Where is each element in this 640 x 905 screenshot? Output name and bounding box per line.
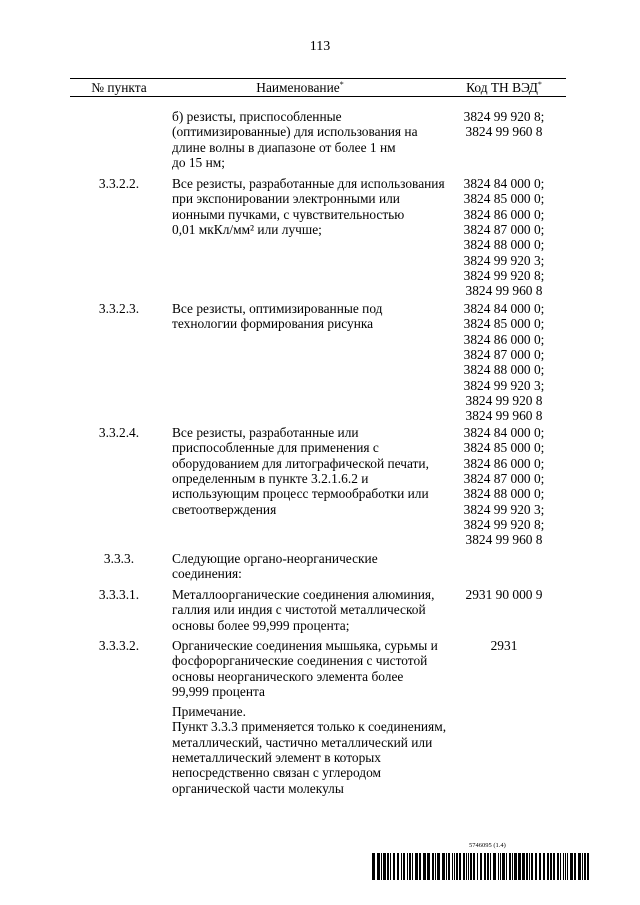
item-name-line: оборудованием для литографической печати,: [172, 455, 429, 471]
barcode-bar: [381, 853, 382, 880]
barcode-bar: [582, 853, 583, 880]
item-number: 3.3.2.2.: [98, 176, 140, 191]
header-number-column: [70, 80, 168, 95]
barcode-bar: [435, 853, 436, 880]
table-row: [70, 551, 566, 582]
item-code: 3824 99 960 8: [465, 408, 543, 424]
item-name-line: светоотверждения: [172, 501, 277, 517]
barcode-bar: [401, 853, 402, 880]
item-name-line: основы неорганического элемента более: [172, 668, 404, 684]
barcode-bar: [477, 853, 478, 880]
note-line: металлический, частично металлический или: [172, 734, 433, 750]
item-name-line: Металлоорганические соединения алюминия,: [172, 587, 435, 602]
barcode-bar: [563, 853, 564, 880]
item-name-line: технологии формирования рисунка: [172, 316, 374, 332]
item-name-line: Все резисты, оптимизированные под: [172, 301, 383, 316]
barcode-bar: [403, 853, 405, 880]
item-code: 3824 99 920 8: [465, 393, 543, 409]
barcode-bar: [487, 853, 489, 880]
barcode-bar: [407, 853, 408, 880]
barcode-bar: [484, 853, 486, 880]
item-name-line: приспособленные для применения с: [172, 440, 379, 456]
item-codes: [442, 587, 566, 633]
item-code: 3824 99 960 8: [465, 124, 543, 140]
barcode-bar: [543, 853, 545, 880]
item-name-line: Органические соединения мышьяка, сурьмы и: [172, 638, 438, 653]
item-number: 3.3.2.4.: [98, 425, 140, 440]
note-line: непосредственно связан с углеродом: [172, 765, 382, 781]
table-row: [70, 109, 566, 170]
item-codes: [442, 551, 566, 582]
item-name-line: ионными пучками, с чувствительностью: [172, 206, 405, 222]
item-codes: [442, 109, 566, 170]
barcode-bar: [584, 853, 586, 880]
header-name-footnote-mark: *: [339, 80, 344, 89]
barcode-bar: [557, 853, 559, 880]
item-codes: [442, 301, 566, 424]
note-title: Примечание.: [172, 704, 246, 719]
barcode-bar: [387, 853, 389, 880]
barcode-bar: [570, 853, 573, 880]
item-code: 3824 87 000 0;: [463, 222, 545, 238]
item-number: 3.3.3.2.: [98, 638, 140, 653]
item-code: 3824 99 960 8: [465, 532, 543, 548]
table-row: [70, 587, 566, 633]
barcode-bar: [468, 853, 469, 880]
barcode-bar: [470, 853, 472, 880]
item-codes: [442, 638, 566, 699]
item-name-line: определенным в пункте 3.2.1.6.2 и: [172, 471, 369, 487]
barcode-bar: [442, 853, 445, 880]
table-row: [70, 638, 566, 699]
item-code: 3824 85 000 0;: [463, 191, 545, 207]
barcode-bar: [397, 853, 399, 880]
barcode-bar: [514, 853, 517, 880]
item-code: 3824 88 000 0;: [463, 362, 545, 378]
barcode-bar: [372, 853, 375, 880]
header-top-rule: [70, 78, 566, 79]
item-code: 3824 99 920 3;: [463, 377, 545, 393]
item-code: 3824 99 920 3;: [463, 252, 545, 268]
barcode-bar: [500, 853, 501, 880]
barcode-bar: [454, 853, 455, 880]
item-name-line: до 15 нм;: [172, 155, 225, 171]
barcode-bar: [412, 853, 413, 880]
table-row: [70, 425, 566, 548]
page-number: 113: [309, 39, 331, 54]
item-name-line: фосфорорганические соединения с чистотой: [172, 653, 428, 669]
item-name-line: соединения:: [172, 566, 242, 582]
barcode-bar: [578, 853, 581, 880]
header-number-label: № пункта: [91, 80, 147, 95]
barcode-bar: [473, 853, 475, 880]
barcode-bar: [565, 853, 566, 880]
item-name: [172, 176, 445, 299]
barcode-bar: [567, 853, 568, 880]
barcode-bar: [452, 853, 453, 880]
item-name: [172, 638, 442, 699]
item-name: [172, 109, 442, 170]
barcode-bar: [446, 853, 447, 880]
barcode-bar: [506, 853, 507, 880]
barcode-bar: [502, 853, 505, 880]
barcode: [372, 853, 591, 880]
item-code: 3824 88 000 0;: [463, 486, 545, 502]
barcode-bar: [535, 853, 537, 880]
barcode-bar: [587, 853, 589, 880]
item-code: 3824 86 000 0;: [463, 331, 545, 347]
barcode-bar: [553, 853, 555, 880]
barcode-bar: [456, 853, 458, 880]
item-name: [172, 551, 442, 582]
barcode-bar: [432, 853, 434, 880]
item-number: 3.3.2.3.: [98, 301, 140, 316]
header-code-label: Код ТН ВЭД: [466, 80, 538, 95]
barcode-bar: [466, 853, 467, 880]
note-block: [172, 704, 472, 796]
header-name-column: [168, 80, 432, 95]
item-code: 2931 90 000 9: [465, 587, 543, 602]
barcode-bar: [522, 853, 525, 880]
note-line: Пункт 3.3.3 применяется только к соединениям,: [172, 719, 447, 735]
item-code: 2931: [490, 638, 518, 653]
barcode-bar: [409, 853, 411, 880]
barcode-bar: [423, 853, 426, 880]
item-name-line: при экспонировании электронными или: [172, 191, 400, 207]
item-codes: [442, 425, 566, 548]
item-number: 3.3.3.: [103, 551, 135, 566]
item-code: 3824 84 000 0;: [463, 301, 545, 316]
header-bottom-rule: [70, 96, 566, 97]
table-row: [70, 301, 566, 424]
barcode-bar: [529, 853, 530, 880]
barcode-bar: [539, 853, 541, 880]
barcode-bar: [512, 853, 513, 880]
item-name-line: Все резисты, разработанные или: [172, 425, 359, 440]
item-code: 3824 88 000 0;: [463, 237, 545, 253]
item-name-line: Все резисты, разработанные для использования: [172, 176, 445, 191]
item-code: 3824 99 920 3;: [463, 501, 545, 517]
barcode-bar: [463, 853, 465, 880]
item-name: [172, 425, 442, 548]
header-code-column: [442, 80, 566, 95]
item-code: 3824 87 000 0;: [463, 347, 545, 363]
item-code: 3824 85 000 0;: [463, 316, 545, 332]
barcode-bar: [560, 853, 561, 880]
item-code: 3824 84 000 0;: [463, 176, 545, 191]
barcode-caption: 5746095 (1.4): [469, 842, 506, 849]
barcode-bar: [509, 853, 511, 880]
barcode-bar: [574, 853, 576, 880]
item-name-line: основы более 99,999 процента;: [172, 617, 350, 633]
barcode-bar: [459, 853, 461, 880]
item-code: 3824 85 000 0;: [463, 440, 545, 456]
barcode-bar: [390, 853, 391, 880]
item-codes: [442, 176, 566, 299]
barcode-bar: [550, 853, 552, 880]
header-name-label: Наименование: [256, 80, 340, 95]
item-name-line: (оптимизированные) для использования на: [172, 124, 418, 140]
item-code: 3824 99 920 8;: [463, 109, 545, 124]
item-number: 3.3.3.1.: [98, 587, 140, 602]
barcode-bar: [393, 853, 395, 880]
item-name-line: б) резисты, приспособленные: [172, 109, 342, 124]
barcode-bar: [498, 853, 499, 880]
item-code: 3824 99 920 8;: [463, 517, 545, 533]
table-row: [70, 176, 566, 299]
item-code: 3824 86 000 0;: [463, 206, 545, 222]
barcode-bar: [427, 853, 430, 880]
note-line: неметаллический элемент в которых: [172, 750, 381, 766]
item-name-line: Следующие органо-неорганические: [172, 551, 378, 566]
item-code: 3824 99 920 8;: [463, 268, 545, 284]
item-code: 3824 99 960 8: [465, 283, 543, 299]
barcode-bar: [493, 853, 496, 880]
item-name: [172, 587, 442, 633]
item-name: [172, 301, 442, 424]
item-name-line: галлия или индия с чистотой металлической: [172, 602, 426, 618]
item-code: 3824 86 000 0;: [463, 455, 545, 471]
barcode-bar: [490, 853, 491, 880]
note-line: органической части молекулы: [172, 780, 344, 796]
barcode-bar: [383, 853, 386, 880]
item-name-line: использующим процесс термообработки или: [172, 486, 429, 502]
item-code: 3824 87 000 0;: [463, 471, 545, 487]
barcode-bar: [415, 853, 418, 880]
barcode-bar: [518, 853, 521, 880]
item-number: [70, 109, 168, 170]
item-name-line: 0,01 мкКл/мм² или лучше;: [172, 222, 322, 238]
barcode-bar: [377, 853, 380, 880]
item-name-line: 99,999 процента: [172, 684, 265, 700]
barcode-bar: [480, 853, 482, 880]
header-code-footnote-mark: *: [537, 80, 542, 89]
barcode-bar: [547, 853, 549, 880]
barcode-bar: [437, 853, 440, 880]
barcode-bar: [448, 853, 450, 880]
barcode-bar: [531, 853, 533, 880]
barcode-bar: [419, 853, 421, 880]
item-name-line: длине волны в диапазоне от более 1 нм: [172, 139, 396, 155]
item-code: 3824 84 000 0;: [463, 425, 545, 440]
barcode-bar: [526, 853, 528, 880]
